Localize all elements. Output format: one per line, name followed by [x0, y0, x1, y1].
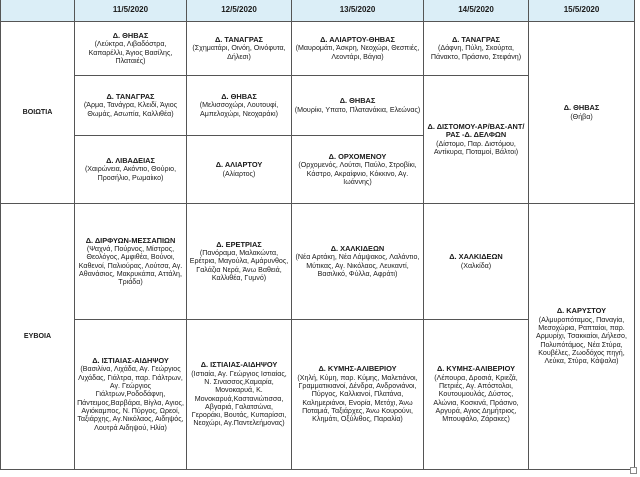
schedule-cell — [292, 204, 424, 320]
header-date-1: 11/5/2020 — [75, 0, 187, 22]
region-boiotia: ΒΟΙΩΤΙΑ — [1, 22, 75, 204]
cell-title: Δ. ΟΡΧΟΜΕΝΟΥ — [328, 151, 387, 161]
schedule-cell — [75, 204, 187, 320]
cell-body: (Χαλκίδα) — [460, 261, 492, 270]
cell-title: Δ. ΘΗΒΑΣ — [112, 30, 149, 40]
region-evoia: ΕΥΒΟΙΑ — [1, 204, 75, 470]
cell-body: (Σχηματάρι, Οινόη, Οινόφυτα, Δήλεσι) — [192, 44, 286, 61]
cell-body: (Δίστομο, Παρ. Διστόμου, Αντίκυρα, Ποταμοί, Βάλτοι) — [433, 139, 519, 156]
cell-body: (Πανόραμα, Μαλακώντα, Ερέτρια, Μαγούλα, Αμάρυνθος, Γαλάζια Νερά, Άνω Βαθειά, Καλλιθέα, Γυμνό) — [189, 249, 289, 282]
table-row — [1, 22, 635, 76]
cell-body: (Μαυρομάτι, Άσκρη, Νεοχώρι, Θεσπιές, Λεοντάρι, Βάγια) — [295, 44, 420, 61]
schedule-cell — [187, 204, 292, 320]
schedule-cell — [187, 136, 292, 204]
header-date-4: 14/5/2020 — [424, 0, 529, 22]
cell-title: Δ. ΤΑΝΑΓΡΑΣ — [106, 92, 155, 102]
cell-title: Δ. ΤΑΝΑΓΡΑΣ — [215, 35, 263, 45]
cell-title: Δ. ΙΣΤΙΑΙΑΣ-ΑΙΔΗΨΟΥ — [92, 356, 169, 366]
cell-body: (Βασιλίνα, Λιχάδα, Αγ. Γεώργιος Λιχάδας, Γιάλτρα, παρ. Γιάλτρων, Αγ. Γεώργιος Γιάλτρων,Ροδοδάφνη, Πάντειμος,Βαρβάρα, Βίγλα, Αγιος, Αγιόκαμπος, Ν. Πύργος, Ωρεοί, Ταξιάρχης, Αγ.Νικόλαος, Αιδηψός, Λουτρά Αιδηψού, Ηλία) — [77, 365, 184, 432]
cell-title: Δ. ΕΡΕΤΡΙΑΣ — [216, 239, 262, 249]
cell-body: (Δάφνη, Πύλη, Σκούρτα, Πάνακτο, Πράσινο, Στεφάνη) — [430, 44, 522, 61]
cell-body: (Ψαχνά, Πούρνος, Μίστρος, Θεολόγος, Αμφιθέα, Βούνοι, Καθενοί, Παλιούρας, Λούτσα, Αγ. Αθανάσιος, Μακρυκάπα, Αττάλη, Τριάδα) — [78, 244, 183, 287]
cell-title: Δ. ΚΥΜΗΣ-ΑΛΙΒΕΡΙΟΥ — [318, 364, 397, 374]
cell-title: Δ. ΤΑΝΑΓΡΑΣ — [452, 35, 500, 45]
cell-body: (Αλίαρτος) — [222, 169, 256, 178]
cell-title: Δ. ΧΑΛΚΙΔΕΩΝ — [330, 243, 385, 253]
cell-body: (Ορχομενός, Λούτσι, Παύλο, Στροβίκι, Κάστρο, Ακραίφνιο, Κόκκινο, Αγ. Ιωάννης) — [298, 161, 417, 186]
schedule-cell — [292, 136, 424, 204]
schedule-cell — [529, 22, 635, 204]
schedule-cell — [75, 136, 187, 204]
cell-body: (Μουρίκι, Υπατο, Πλατανάκια, Ελεώνας) — [294, 105, 421, 114]
cell-body: (Λεύκτρα, Λιβαδόστρα, Καπαρέλλι, Άγιος Βασίλης, Πλαταιές) — [88, 40, 173, 65]
schedule-cell — [187, 22, 292, 76]
header-date-2: 12/5/2020 — [187, 0, 292, 22]
header-date-5: 15/5/2020 — [529, 0, 635, 22]
schedule-cell — [424, 320, 529, 470]
table-row — [1, 204, 635, 320]
schedule-cell — [529, 204, 635, 470]
cell-body: (Θήβα) — [570, 112, 593, 121]
cell-title: Δ. ΑΛΙΑΡΤΟΥ — [215, 160, 263, 170]
cell-title: Δ. ΚΥΜΗΣ-ΑΛΙΒΕΡΙΟΥ — [436, 364, 516, 374]
cell-body: (Χαιρώνεια, Ακόντιο, Θούριο, Προσήλιο, Ρωμαίικο) — [84, 165, 177, 182]
schedule-cell — [75, 76, 187, 136]
cell-title: Δ. ΧΑΛΚΙΔΕΩΝ — [449, 252, 503, 262]
header-date-3: 13/5/2020 — [292, 0, 424, 22]
header-region — [1, 0, 75, 22]
schedule-cell — [187, 76, 292, 136]
cell-body: (Λέπουρα, Δροσιά, Κριεζά, Πετριές, Αγ. Απόστολοι, Κουτουμουλάς, Δύστος, Αλώνια, Κοσκινά, Πράσινο, Αργυρά, Αγιος Δημήτριος, Μπουφάλο, Ζάρακες) — [433, 373, 519, 424]
schedule-cell — [424, 22, 529, 76]
cell-title: Δ. ΘΗΒΑΣ — [563, 103, 600, 113]
schedule-cell — [75, 22, 187, 76]
schedule-cell — [292, 76, 424, 136]
cell-body: (Άρμα, Τανάγρα, Κλειδί, Άγιος Θωμάς, Ασωπία, Καλλιθέα) — [83, 101, 178, 118]
cell-title: Δ. ΛΙΒΑΔΕΙΑΣ — [106, 156, 155, 166]
schedule-cell — [292, 22, 424, 76]
schedule-cell — [187, 320, 292, 470]
header-row — [1, 0, 635, 22]
schedule-cell — [424, 76, 529, 204]
cell-title: Δ. ΘΗΒΑΣ — [221, 92, 257, 102]
schedule-cell — [75, 320, 187, 470]
cell-title: Δ. ΙΣΤΙΑΙΑΣ-ΑΙΔΗΨΟΥ — [200, 360, 278, 370]
schedule-cell — [424, 204, 529, 320]
schedule-cell — [292, 320, 424, 470]
cell-body: (Ιστιαία, Αγ. Γεώργιος Ιστιαίας, Ν. Σινασσος,Καμαρία, Μονοκαρυά, Κ. Μονοκαρυά,Καστανιώτισσα, Αβγαριά, Γαλατσώνα, Γεροράκι, Βουτάς, Κυπαρίσσι, Νεοχώρι, Αγ.Παντελεήμονας) — [191, 369, 287, 428]
cell-body: (Νέα Αρτάκη, Νέα Λάμψακος, Λαλάντιο, Μύτικας, Αγ. Νικόλαος, Λευκαντί, Βασιλικό, Φύλλα, Αφράτι) — [295, 253, 420, 278]
cell-title: Δ. ΘΗΒΑΣ — [339, 96, 376, 106]
cell-title: Δ. ΔΙΡΦΥΩΝ-ΜΕΣΣΑΠΙΩΝ — [85, 235, 176, 245]
cell-title: Δ. ΚΑΡΥΣΤΟΥ — [556, 306, 607, 316]
cell-body: (Αλμυροπόταμος, Παναγία, Μεσοχώρια, Ραπταίοι, παρ. Αρμυρίχι, Τσακκαίοι, Δήλεσο, Πολυπότάμος, Νέα Στύρα, Κουβέλες, Ζωοδόχος πηγή, Λεύκα, Στύρα, Κάψαλα) — [536, 315, 627, 366]
cell-body: (Μελισσοχώρι, Λουτουφί, Αμπελοχώρι, Νεοχαράκι) — [199, 101, 279, 118]
cell-title: Δ. ΑΛΙΑΡΤΟΥ-ΘΗΒΑΣ — [320, 35, 395, 45]
cell-body: (Χηλή, Κύμη, παρ. Κύμης, Μαλετιάνοι, Γραμματικιανοί, Δένδρα, Ανδρονιάνοι, Πύργος, Καλλιανοί, Πλατάνα, Καλημεριάνοι, Ενορία, Μετόχι, Άνω Ποταμιά, Ταξιάρχες, Άνω Κουρούνι, Κλημάτι, Οξύλιθος, Παραλία) — [297, 373, 418, 424]
resize-handle[interactable] — [630, 467, 637, 474]
cell-title: Δ. ΔΙΣΤΟΜΟΥ-ΑΡ/ΒΑΣ-ΑΝΤ/ΡΑΣ -Δ. ΔΕΛΦΩΝ — [427, 121, 525, 140]
